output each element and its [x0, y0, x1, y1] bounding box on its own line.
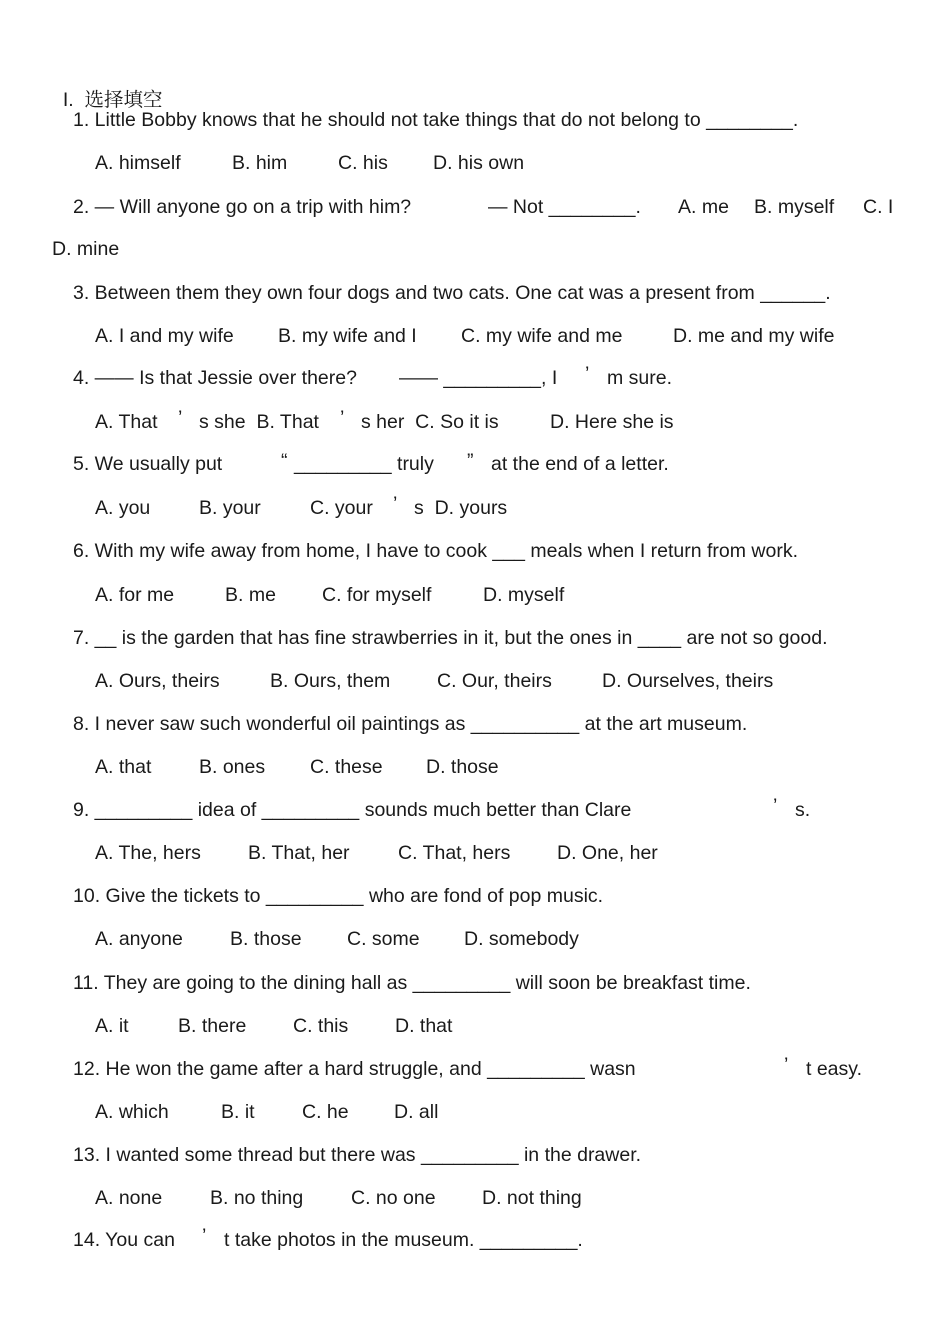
option-b: B. me — [225, 584, 276, 606]
apostrophe: ’ — [773, 795, 778, 817]
option-a: A. The, hers — [95, 842, 201, 864]
option-b: B. those — [230, 928, 302, 950]
option-a: A. himself — [95, 152, 181, 174]
apostrophe: ’ — [178, 407, 183, 429]
section-title: 选择填空 — [84, 89, 163, 111]
option-c: C. these — [310, 756, 383, 778]
option-a: A. you — [95, 497, 151, 519]
apostrophe: ’ — [340, 407, 345, 429]
option-a: A. I and my wife — [95, 325, 234, 347]
option-d: D. those — [426, 756, 499, 778]
question-1-stem: 1. Little Bobby knows that he should not take things that do not belong to ________. — [73, 109, 799, 131]
option-d: D. myself — [483, 584, 565, 606]
question-13-stem: 13. I wanted some thread but there was _________ in the drawer. — [73, 1144, 642, 1166]
left-quote: “ — [281, 450, 288, 472]
option-d: D. me and my wife — [673, 325, 835, 347]
option-b: B. myself — [754, 196, 835, 218]
question-7-stem: 7. __ is the garden that has fine strawberries in it, but the ones in ____ are not so good. — [73, 627, 828, 649]
option-c: C. I — [863, 196, 894, 218]
question-5-stem-a: 5. We usually put — [73, 453, 223, 475]
option-d: D. not thing — [482, 1187, 582, 1209]
question-2-reply: — Not ________. — [488, 196, 641, 218]
option-c: C. That, hers — [398, 842, 511, 864]
section-number: I. — [62, 89, 74, 111]
option-c: C. Our, theirs — [437, 670, 552, 692]
option-d: D. mine — [52, 238, 120, 260]
question-4-stem-a: 4. —— Is that Jessie over there? — [73, 367, 357, 389]
option-d: D. Ourselves, theirs — [602, 670, 774, 692]
option-a-part: A. That — [95, 411, 158, 433]
option-c: C. some — [347, 928, 420, 950]
question-5-stem-b: _________ truly — [294, 453, 434, 475]
option-c-part: C. your — [310, 497, 373, 519]
question-12-stem-b: t easy. — [806, 1058, 862, 1080]
question-4-stem-c: m sure. — [607, 367, 673, 389]
option-c: C. no one — [351, 1187, 436, 1209]
apostrophe: ’ — [784, 1054, 789, 1076]
option-c-part: s her C. So it is — [361, 411, 499, 433]
option-b: B. my wife and I — [278, 325, 417, 347]
apostrophe: ’ — [202, 1225, 207, 1247]
option-a: A. me — [678, 196, 729, 218]
option-a: A. it — [95, 1015, 129, 1037]
question-6-stem: 6. With my wife away from home, I have to cook ___ meals when I return from work. — [73, 540, 799, 562]
question-14-stem-b: t take photos in the museum. _________. — [224, 1229, 583, 1251]
option-a: A. none — [95, 1187, 163, 1209]
option-d: D. that — [395, 1015, 453, 1037]
question-9-stem-b: s. — [795, 799, 811, 821]
question-8-stem: 8. I never saw such wonderful oil paintings as __________ at the art museum. — [73, 713, 748, 735]
option-a: A. Ours, theirs — [95, 670, 220, 692]
section-heading — [52, 64, 163, 112]
option-b: B. That, her — [248, 842, 350, 864]
option-d: D. somebody — [464, 928, 579, 950]
question-9-stem-a: 9. _________ idea of _________ sounds much better than Clare — [73, 799, 632, 821]
option-c: C. this — [293, 1015, 349, 1037]
question-2-stem: 2. — Will anyone go on a trip with him? — [73, 196, 412, 218]
apostrophe: ’ — [585, 363, 590, 385]
question-14-stem-a: 14. You can — [73, 1229, 175, 1251]
option-a: A. for me — [95, 584, 175, 606]
option-a: A. which — [95, 1101, 169, 1123]
apostrophe: ’ — [393, 493, 398, 515]
question-4-stem-b: —— _________, I — [399, 367, 558, 389]
option-d: D. One, her — [557, 842, 658, 864]
option-d: D. Here she is — [550, 411, 674, 433]
question-11-stem: 11. They are going to the dining hall as _________ will soon be breakfast time. — [73, 972, 751, 994]
question-5-stem-c: at the end of a letter. — [491, 453, 669, 475]
option-b: B. your — [199, 497, 261, 519]
option-b: B. it — [221, 1101, 255, 1123]
question-3-stem: 3. Between them they own four dogs and two cats. One cat was a present from ______. — [73, 282, 831, 304]
option-c: C. his — [338, 152, 388, 174]
option-b: B. there — [178, 1015, 247, 1037]
question-10-stem: 10. Give the tickets to _________ who are fond of pop music. — [73, 885, 604, 907]
option-c: C. he — [302, 1101, 349, 1123]
option-d: D. his own — [433, 152, 525, 174]
option-c: C. for myself — [322, 584, 432, 606]
right-quote: ” — [467, 450, 474, 472]
option-c: C. my wife and me — [461, 325, 623, 347]
option-d: D. all — [394, 1101, 439, 1123]
option-b-part: s she B. That — [199, 411, 319, 433]
question-12-stem-a: 12. He won the game after a hard struggle, and _________ wasn — [73, 1058, 636, 1080]
option-b: B. him — [232, 152, 288, 174]
option-b: B. ones — [199, 756, 266, 778]
option-b: B. no thing — [210, 1187, 304, 1209]
option-b: B. Ours, them — [270, 670, 391, 692]
option-d-part: s D. yours — [414, 497, 508, 519]
option-a: A. anyone — [95, 928, 183, 950]
option-a: A. that — [95, 756, 152, 778]
